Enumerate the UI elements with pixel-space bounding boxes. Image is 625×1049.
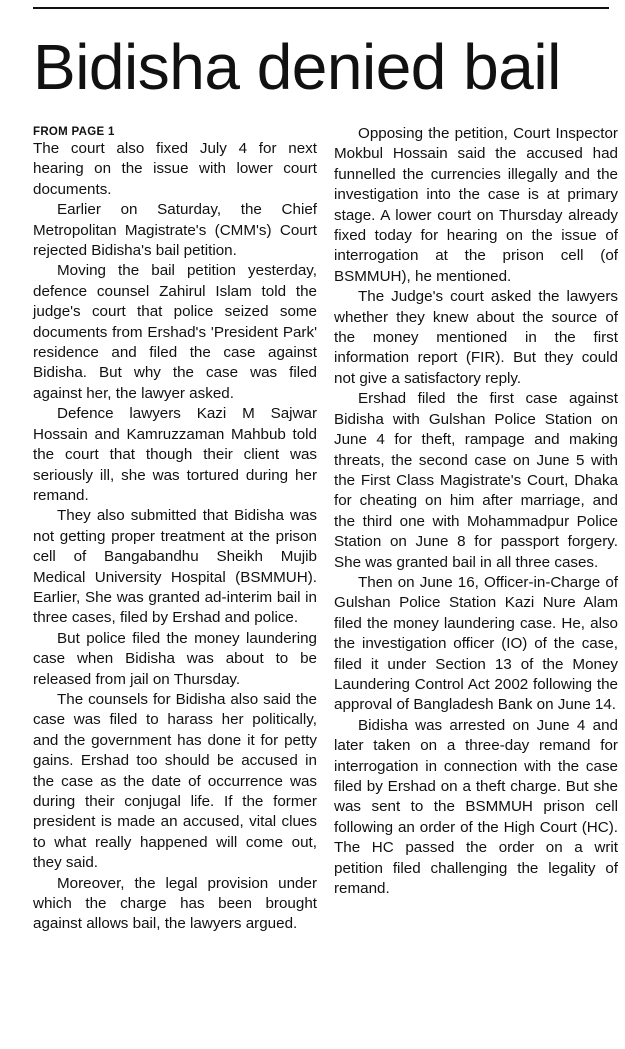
paragraph: Bidisha was arrested on June 4 and later taken on a three-day remand for interrogation in connection with the case filed by Ershad on a theft charge. But she was sent to the BSMMUH prison cell following an order of the High Court (HC). The HC passed the order on a writ petition filed challenging the legality of remand. [334, 716, 618, 898]
kicker: FROM PAGE 1 [33, 126, 115, 138]
headline: Bidisha denied bail [33, 31, 561, 103]
left-column [33, 124, 317, 935]
paragraph: The court also fixed July 4 for next hearing on the issue with lower court documents. [33, 140, 317, 198]
top-rule [33, 7, 609, 9]
paragraph: Moreover, the legal provision under which the charge has been brought against allows bail, the lawyers argued. [33, 874, 317, 933]
paragraph: The counsels for Bidisha also said the case was filed to harass her politically, and the government has done it for petty gains. Ershad too should be accused in the case as the date of occurrence was during their conjugal life. If the former president is made an accused, vital clues to what really happened will come out, they said. [33, 690, 317, 872]
paragraph: Earlier on Saturday, the Chief Metropolitan Magistrate's (CMM's) Court rejected Bidisha's bail petition. [33, 201, 317, 260]
paragraph: Defence lawyers Kazi M Sajwar Hossain and Kamruzzaman Mahbub told the court that though their client was seriously ill, she was tortured during her remand. [33, 405, 317, 504]
paragraph: But police filed the money laundering case when Bidisha was about to be released from jail on Thursday. [33, 629, 317, 688]
paragraph: Opposing the petition, Court Inspector Mokbul Hossain said the accused had funnelled the currencies illegally and the investigation into the case is at primary stage. A lower court on Thursday already fixed today for hearing on the issue of interrogation at the prison cell (of BSMMUH), he mentioned. [334, 125, 618, 285]
paragraph: Then on June 16, Officer-in-Charge of Gulshan Police Station Kazi Nure Alam filed the money laundering case. He, also the investigation officer (IO) of the case, filed it under Section 13 of the Money Laundering Control Act 2002 following the approval of Bangladesh Bank on June 14. [334, 573, 618, 714]
paragraph: They also submitted that Bidisha was not getting proper treatment at the prison cell of Bangabandhu Sheikh Mujib Medical University Hospital (BSMMUH). Earlier, She was granted ad-interim bail in three cases, filed by Ershad and police. [33, 507, 317, 627]
right-column [334, 124, 618, 899]
paragraph: Moving the bail petition yesterday, defence counsel Zahirul Islam told the judge's court that police seized some documents from Ershad's 'President Park' residence and filed the case against Bidisha. But why the case was filed against her, the lawyer asked. [33, 262, 317, 402]
paragraph: The Judge's court asked the lawyers whether they knew about the source of the money mentioned in the first information report (FIR). But they could not give a satisfactory reply. [334, 288, 618, 387]
paragraph: Ershad filed the first case against Bidisha with Gulshan Police Station on June 4 for theft, rampage and making threats, the second case on June 5 with the First Class Magistrate's Court, Dhaka for cheating on him after marriage, and the third one with Mohammadpur Police Station on June 8 for passport forgery. She was granted bail in all three cases. [334, 390, 618, 571]
